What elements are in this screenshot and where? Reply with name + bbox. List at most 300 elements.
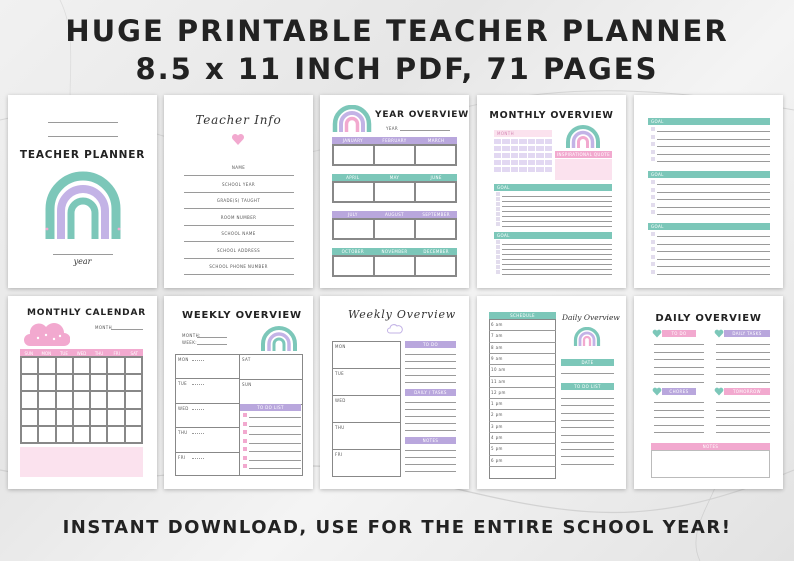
todo-line	[249, 451, 301, 452]
task-line	[716, 359, 770, 360]
day-label: SAT	[242, 357, 251, 362]
calendar-cell	[125, 357, 142, 374]
checkbox	[651, 142, 655, 146]
task-line	[716, 382, 770, 383]
checkbox	[496, 202, 500, 206]
goal-line	[502, 244, 612, 245]
calendar-cell	[21, 391, 38, 408]
month-box	[374, 182, 415, 202]
month-box	[415, 219, 456, 239]
calendar-day	[545, 153, 552, 158]
day-label: MON	[178, 357, 189, 362]
goal-line	[657, 259, 770, 260]
month-name: SEPTEMBER	[422, 212, 450, 217]
task-line	[405, 423, 456, 424]
monthly-overview-title: MONTHLY OVERVIEW	[489, 110, 614, 121]
rainbow-icon	[44, 169, 122, 241]
checkbox	[651, 203, 655, 207]
page-monthly-calendar	[8, 296, 157, 489]
headline-subtitle: 8.5 x 11 INCH PDF, 71 PAGES	[135, 52, 659, 86]
calendar-cell	[90, 374, 107, 391]
calendar-day	[494, 139, 501, 144]
task-line	[405, 409, 456, 410]
calendar-day	[528, 146, 535, 151]
calendar-cell	[56, 409, 73, 426]
heart-icon	[231, 133, 245, 146]
calendar-day	[502, 146, 509, 151]
month-name: JULY	[347, 212, 358, 217]
weekly-overview-script-title: Weekly Overview	[348, 308, 456, 321]
calendar-day	[536, 139, 543, 144]
todo-line	[249, 468, 301, 469]
todo-line	[561, 435, 614, 436]
divider	[239, 354, 240, 476]
day-divider	[332, 449, 401, 450]
goal-line	[657, 207, 770, 208]
time-label: 10 am	[491, 367, 506, 373]
tomorrow-line	[716, 402, 770, 403]
month-box	[415, 256, 456, 276]
goal-line	[657, 244, 770, 245]
field-line	[184, 192, 294, 193]
time-divider	[489, 387, 556, 388]
checkbox	[651, 232, 655, 236]
day-divider	[175, 427, 239, 428]
cover-title: TEACHER PLANNER	[19, 149, 146, 161]
day-name: THU	[94, 350, 104, 356]
day-divider	[175, 378, 239, 379]
todo-line	[654, 359, 704, 360]
day-divider	[332, 395, 401, 396]
todo-line	[405, 368, 456, 369]
task-line	[716, 367, 770, 368]
day-label: WED	[335, 398, 346, 403]
time-label: 12 pm	[491, 389, 506, 395]
todo-line	[561, 442, 614, 443]
goal-label: GOAL	[651, 119, 664, 124]
tasks-label: DAILY TASKS	[732, 331, 762, 336]
calendar-day	[536, 153, 543, 158]
task-line	[716, 344, 770, 345]
quote-box	[555, 159, 612, 180]
goal-line	[502, 216, 612, 217]
field-line	[184, 175, 294, 176]
teacher-info-title: Teacher Info	[195, 113, 282, 127]
checkbox	[651, 150, 655, 154]
checkbox	[243, 456, 247, 460]
calendar-cell	[73, 357, 90, 374]
calendar-day	[519, 160, 526, 165]
page-daily-overview-schedule	[477, 296, 626, 489]
calendar-cell	[21, 409, 38, 426]
day-header-row	[20, 349, 143, 356]
day-name: SUN	[24, 350, 34, 356]
time-divider	[489, 466, 556, 467]
day-divider	[239, 379, 303, 380]
month-header-row	[332, 211, 457, 218]
notes-box	[651, 450, 770, 478]
task-line	[405, 416, 456, 417]
todo-line	[249, 460, 301, 461]
day-label: TUE	[335, 371, 345, 376]
todo-line	[561, 405, 614, 406]
field-label: SCHOOL NAME	[221, 231, 256, 236]
todo-line	[561, 398, 614, 399]
goal-line	[657, 184, 770, 185]
todo-line	[405, 382, 456, 383]
month-label: MONTH:	[182, 333, 201, 338]
calendar-cell	[38, 374, 55, 391]
task-line	[405, 430, 456, 431]
time-label: 11 am	[491, 378, 506, 384]
calendar-cell	[73, 391, 90, 408]
chore-line	[654, 425, 704, 426]
field-label: ROOM NUMBER	[220, 214, 257, 220]
goal-line	[657, 199, 770, 200]
goal-line	[502, 254, 612, 255]
calendar-cell	[107, 357, 124, 374]
todo-line	[405, 354, 456, 355]
calendar-day	[511, 139, 518, 144]
tasks-label: DAILY / TASKS	[414, 390, 447, 395]
field-line	[184, 225, 294, 226]
page-cover	[8, 95, 157, 288]
calendar-cell	[73, 409, 90, 426]
time-divider	[489, 353, 556, 354]
month-name: AUGUST	[384, 212, 405, 217]
checkbox	[496, 265, 500, 269]
day-divider	[175, 403, 239, 404]
checkbox	[651, 180, 655, 184]
goal-line	[502, 211, 612, 212]
time-divider	[489, 455, 556, 456]
todo-line	[561, 427, 614, 428]
goal-line	[502, 221, 612, 222]
calendar-day	[511, 153, 518, 158]
checkbox	[496, 217, 500, 221]
month-box	[333, 182, 374, 202]
calendar-cell	[21, 426, 38, 443]
checkbox	[651, 240, 655, 244]
calendar-day	[519, 146, 526, 151]
checkbox	[496, 240, 500, 244]
day-name: MON	[41, 350, 52, 356]
todo-line	[405, 375, 456, 376]
time-label: 2 pm	[491, 412, 503, 418]
field-line	[184, 208, 294, 209]
goal-line	[502, 264, 612, 265]
calendar-day	[502, 167, 509, 173]
tomorrow-line	[716, 432, 770, 433]
rainbow-icon	[332, 105, 372, 133]
checkbox	[651, 135, 655, 139]
goal-line	[502, 259, 612, 260]
calendar-cell	[125, 391, 142, 408]
todo-line	[654, 374, 704, 375]
headline-title: HUGE PRINTABLE TEACHER PLANNER	[65, 14, 729, 48]
calendar-day	[502, 153, 509, 158]
month-name: JANUARY	[342, 138, 363, 143]
time-label: 8 am	[491, 344, 503, 350]
time-divider	[489, 364, 556, 365]
calendar-day	[536, 146, 543, 151]
goal-line	[657, 251, 770, 252]
time-divider	[489, 342, 556, 343]
day-label: WED	[178, 405, 189, 411]
goal-label: GOAL	[497, 185, 510, 190]
goal-line	[657, 154, 770, 155]
field-line	[184, 274, 294, 275]
year-label: YEAR	[386, 126, 399, 131]
time-divider	[489, 443, 556, 444]
calendar-day	[502, 139, 509, 144]
heart-icon	[714, 329, 724, 338]
month-boxes	[332, 255, 457, 277]
day-label: THU	[178, 430, 188, 436]
field-label: SCHOOL ADDRESS	[216, 247, 261, 253]
tomorrow-label: TOMORROW	[732, 389, 762, 394]
calendar-day	[519, 153, 526, 158]
chores-label: CHORES	[669, 389, 689, 394]
day-label: SUN	[242, 382, 252, 387]
checkbox	[496, 212, 500, 216]
day-label: MON	[335, 344, 346, 349]
goal-line	[502, 201, 612, 202]
calendar-day	[494, 153, 501, 158]
tomorrow-line	[716, 410, 770, 411]
field-label: NAME	[231, 165, 246, 170]
goal-line	[657, 192, 770, 193]
time-label: 5 pm	[491, 446, 503, 452]
calendar-day	[494, 146, 501, 151]
calendar-cell	[90, 357, 107, 374]
page-year-overview	[320, 95, 469, 288]
calendar-cell	[56, 357, 73, 374]
checkbox	[496, 222, 500, 226]
month-name: DECEMBER	[423, 249, 449, 254]
daily-overview-title: DAILY OVERVIEW	[655, 313, 762, 324]
calendar-day	[528, 139, 535, 144]
rainbow-icon	[565, 125, 601, 149]
tomorrow-line	[716, 425, 770, 426]
calendar-day	[545, 139, 552, 144]
cloud-icon	[387, 324, 403, 334]
checkbox	[496, 192, 500, 196]
calendar-cell	[107, 409, 124, 426]
calendar-cell	[90, 391, 107, 408]
cover-year-label: year	[73, 257, 92, 266]
calendar-day	[511, 146, 518, 151]
calendar-day	[494, 160, 501, 165]
notes-label: NOTES	[422, 438, 439, 443]
checkbox	[651, 270, 655, 274]
goal-line	[657, 266, 770, 267]
todo-line	[654, 344, 704, 345]
time-divider	[489, 432, 556, 433]
day-dots	[192, 409, 204, 410]
task-line	[405, 402, 456, 403]
goal-line	[657, 274, 770, 275]
field-label: GRADE(S) TAUGHT	[216, 198, 261, 203]
time-label: 3 pm	[491, 423, 503, 429]
month-name: MARCH	[427, 138, 445, 143]
calendar-day	[528, 167, 535, 173]
todo-line	[654, 382, 704, 383]
calendar-cell	[38, 426, 55, 443]
quote-label: INSPIRATIONAL QUOTE	[556, 152, 611, 157]
rainbow-icon	[573, 327, 601, 347]
month-header-row	[332, 174, 457, 181]
calendar-cell	[107, 426, 124, 443]
time-divider	[489, 330, 556, 331]
calendar-day	[528, 160, 535, 165]
goal-label: GOAL	[651, 224, 664, 229]
month-box	[374, 256, 415, 276]
calendar-cell	[21, 357, 38, 374]
calendar-cell	[73, 374, 90, 391]
calendar-day	[536, 160, 543, 165]
calendar-cell	[38, 357, 55, 374]
notes-label: NOTES	[702, 444, 719, 449]
weekly-overview-title: WEEKLY OVERVIEW	[182, 310, 302, 321]
calendar-day	[511, 167, 518, 173]
day-name: SAT	[130, 350, 138, 356]
todo-line	[561, 420, 614, 421]
todo-line	[561, 449, 614, 450]
day-dots	[192, 384, 204, 385]
checkbox	[243, 447, 247, 451]
day-label: TUE	[178, 381, 188, 387]
heart-icon	[652, 387, 662, 396]
calendar-day	[511, 160, 518, 165]
year-overview-title: YEAR OVERVIEW	[375, 110, 469, 120]
checkbox	[651, 195, 655, 199]
footer-text: INSTANT DOWNLOAD, USE FOR THE ENTIRE SCHOOL YEAR!	[62, 517, 732, 538]
day-name: TUE	[59, 350, 68, 356]
calendar-cell	[125, 409, 142, 426]
day-label: THU	[335, 425, 345, 430]
time-label: 4 pm	[491, 435, 503, 440]
notes-box	[20, 447, 143, 477]
month-label: MONTH	[95, 325, 113, 330]
month-name: APRIL	[346, 175, 360, 180]
heart-icon	[652, 329, 662, 338]
checkbox	[651, 127, 655, 131]
todo-line	[654, 352, 704, 353]
goal-line	[502, 274, 612, 275]
todo-label: TO DO	[422, 342, 439, 347]
calendar-day	[545, 167, 552, 173]
calendar-day	[545, 146, 552, 151]
calendar-grid	[20, 356, 143, 444]
checkbox	[651, 188, 655, 192]
checkbox	[651, 210, 655, 214]
time-label: 9 am	[491, 355, 503, 361]
calendar-cell	[125, 426, 142, 443]
calendar-cell	[21, 374, 38, 391]
checkbox	[243, 413, 247, 417]
goal-line	[657, 131, 770, 132]
checkbox	[243, 430, 247, 434]
note-line	[405, 450, 456, 451]
task-line	[716, 374, 770, 375]
month-name: MAY	[389, 175, 400, 180]
goal-line	[657, 146, 770, 147]
checkbox	[651, 157, 655, 161]
checkbox	[651, 247, 655, 251]
date-label: DATE	[581, 360, 594, 365]
day-name: WED	[76, 350, 87, 356]
goal-line	[657, 139, 770, 140]
time-label: 6 pm	[491, 457, 503, 463]
field-label: SCHOOL PHONE NUMBER	[209, 264, 268, 269]
goal-line	[502, 196, 612, 197]
goal-line	[657, 214, 770, 215]
page-goals	[634, 95, 783, 288]
checkbox	[496, 250, 500, 254]
day-label: FRI	[178, 454, 186, 460]
goal-line	[657, 236, 770, 237]
todo-line	[249, 434, 301, 435]
note-line	[405, 464, 456, 465]
goal-line	[502, 269, 612, 270]
calendar-cell	[56, 374, 73, 391]
time-divider	[489, 409, 556, 410]
calendar-cell	[125, 374, 142, 391]
goal-line	[502, 206, 612, 207]
month-box	[333, 145, 374, 165]
month-box	[374, 219, 415, 239]
monthly-calendar-title: MONTHLY CALENDAR	[27, 308, 146, 318]
page-weekly-overview-script	[320, 296, 469, 489]
calendar-cell	[56, 391, 73, 408]
month-boxes	[332, 218, 457, 240]
calendar-day	[519, 167, 526, 173]
goal-line	[502, 226, 612, 227]
todo-line	[561, 464, 614, 465]
month-name: FEBRUARY	[382, 138, 407, 143]
month-box	[374, 145, 415, 165]
month-boxes	[332, 181, 457, 203]
calendar-day	[528, 153, 535, 158]
time-divider	[489, 376, 556, 377]
calendar-cell	[90, 409, 107, 426]
checkbox	[651, 255, 655, 259]
calendar-cell	[90, 426, 107, 443]
time-label: 1 pm	[491, 401, 503, 407]
mini-calendar	[494, 139, 552, 172]
time-divider	[489, 421, 556, 422]
todo-line	[405, 361, 456, 362]
page-weekly-overview	[164, 296, 313, 489]
month-label: MONTH	[497, 131, 515, 136]
todo-line	[561, 456, 614, 457]
calendar-cell	[38, 391, 55, 408]
task-line	[716, 352, 770, 353]
page-monthly-overview	[477, 95, 626, 288]
month-box	[333, 256, 374, 276]
time-divider	[489, 398, 556, 399]
cloud-icon	[24, 321, 70, 348]
note-line	[405, 457, 456, 458]
calendar-cell	[56, 426, 73, 443]
calendar-day	[536, 167, 543, 173]
day-label: FRI	[335, 452, 343, 457]
calendar-day	[519, 139, 526, 144]
month-name: JUNE	[430, 175, 442, 180]
field-line	[184, 258, 294, 259]
checkbox	[243, 439, 247, 443]
